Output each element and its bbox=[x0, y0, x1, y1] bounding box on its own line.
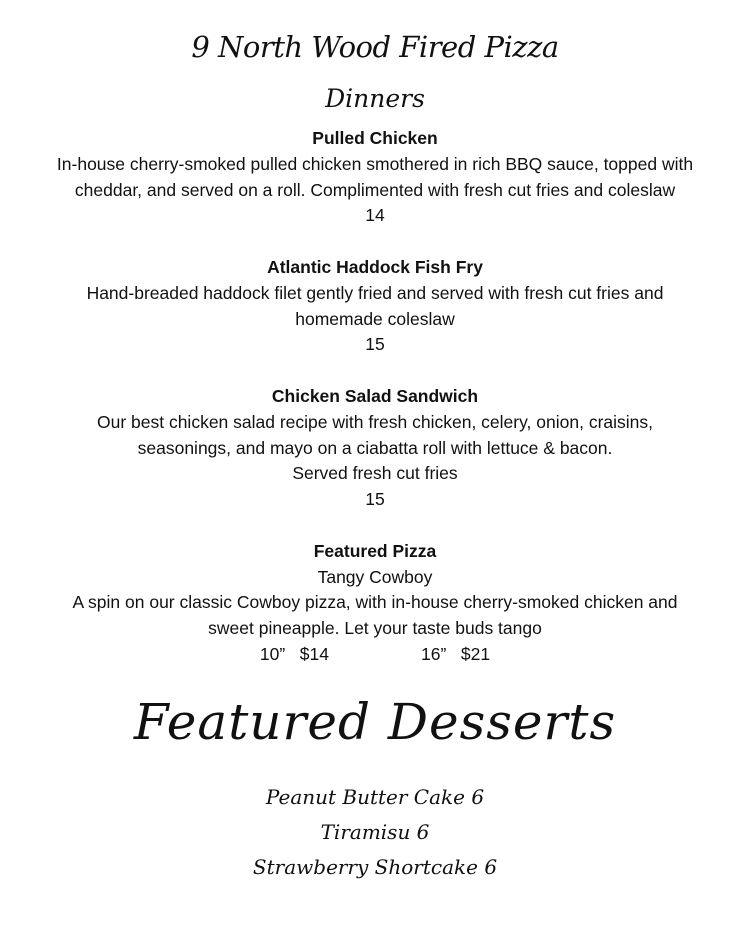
item-name: Chicken Salad Sandwich bbox=[271, 385, 479, 406]
menu-item bbox=[0, 384, 750, 513]
item-price: 15 bbox=[365, 334, 385, 355]
item-description-line: In-house cherry-smoked pulled chicken smothered in rich BBQ sauce, topped with bbox=[56, 153, 694, 174]
menu-item bbox=[0, 255, 750, 358]
desserts-heading: Featured Desserts bbox=[133, 693, 617, 751]
item-description-line: Our best chicken salad recipe with fresh chicken, celery, onion, craisins, bbox=[96, 411, 654, 432]
item-description-line: seasonings, and mayo on a ciabatta roll with lettuce & bacon. bbox=[137, 437, 613, 458]
pizza-name: Tangy Cowboy bbox=[317, 566, 433, 587]
item-price: 14 bbox=[365, 205, 385, 226]
menu-item bbox=[0, 126, 750, 229]
section-title-dinners: Dinners bbox=[325, 84, 425, 113]
restaurant-title: 9 North Wood Fired Pizza bbox=[191, 30, 559, 64]
item-description-line: Hand-breaded haddock filet gently fried and served with fresh cut fries and bbox=[86, 282, 664, 303]
item-name: Featured Pizza bbox=[313, 540, 437, 561]
item-description-line: cheddar, and served on a roll. Complimented with fresh cut fries and coleslaw bbox=[74, 179, 676, 200]
item-description-line: Served fresh cut fries bbox=[292, 463, 458, 484]
large-price: $21 bbox=[460, 643, 491, 664]
dessert-item: Peanut Butter Cake 6 bbox=[265, 785, 485, 809]
small-size: 10” bbox=[259, 643, 286, 664]
small-price: $14 bbox=[299, 643, 329, 664]
item-name: Atlantic Haddock Fish Fry bbox=[267, 256, 483, 277]
item-price: 15 bbox=[365, 489, 385, 510]
featured-pizza-item bbox=[0, 539, 750, 668]
dinner-menu bbox=[0, 126, 750, 694]
dessert-list bbox=[0, 780, 750, 885]
item-description-line: A spin on our classic Cowboy pizza, with in-house cherry-smoked chicken and bbox=[72, 592, 678, 613]
item-description-line: homemade coleslaw bbox=[295, 308, 455, 329]
item-name: Pulled Chicken bbox=[312, 128, 438, 148]
large-size: 16” bbox=[421, 643, 447, 664]
dessert-item: Strawberry Shortcake 6 bbox=[252, 855, 498, 879]
pizza-prices bbox=[0, 642, 750, 668]
dessert-item: Tiramisu 6 bbox=[320, 820, 430, 844]
item-description-line: sweet pineapple. Let your taste buds tango bbox=[208, 618, 542, 639]
